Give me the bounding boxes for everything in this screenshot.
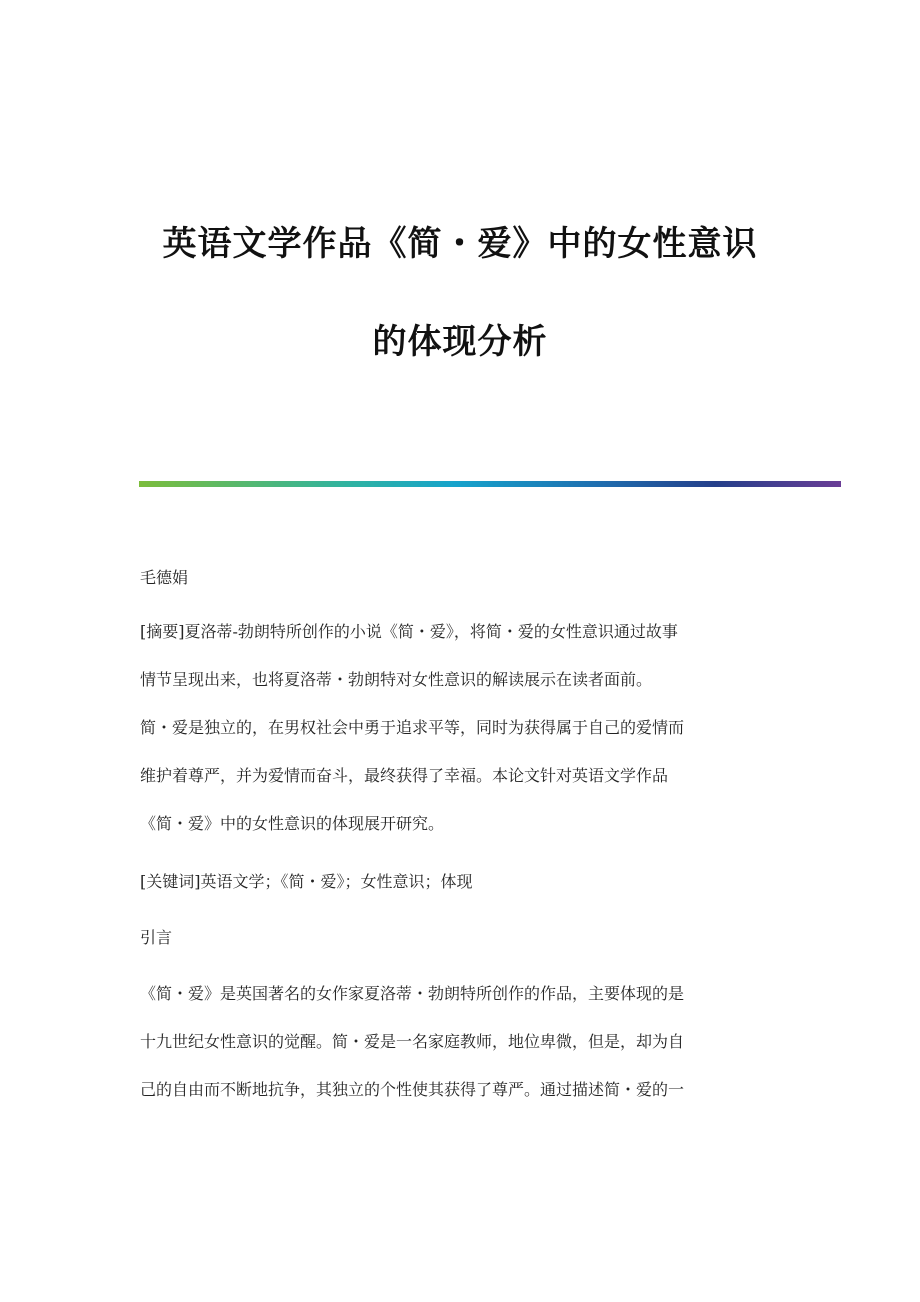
intro-line: 十九世纪女性意识的觉醒。简・爱是一名家庭教师，地位卑微，但是，却为自 [140, 1032, 685, 1051]
intro-line: 《简・爱》是英国著名的女作家夏洛蒂・勃朗特所创作的作品，主要体现的是 [140, 984, 685, 1003]
document-title-line-1: 英语文学作品《简・爱》中的女性意识 [162, 224, 758, 264]
abstract-line: 简・爱是独立的，在男权社会中勇于追求平等，同时为获得属于自己的爱情而 [140, 718, 685, 737]
abstract-line: [摘要]夏洛蒂-勃朗特所创作的小说《简・爱》，将简・爱的女性意识通过故事 [140, 622, 678, 641]
document-title-line-2: 的体现分析 [372, 322, 548, 362]
abstract-line: 维护着尊严，并为爱情而奋斗，最终获得了幸福。本论文针对英语文学作品 [140, 766, 669, 785]
abstract-line: 《简・爱》中的女性意识的体现展开研究。 [140, 814, 445, 833]
intro-heading: 引言 [140, 928, 173, 947]
author-name: 毛德娟 [140, 568, 189, 587]
abstract-line: 情节呈现出来，也将夏洛蒂・勃朗特对女性意识的解读展示在读者面前。 [140, 670, 653, 689]
intro-line: 己的自由而不断地抗争，其独立的个性使其获得了尊严。通过描述简・爱的一 [140, 1080, 685, 1099]
gradient-divider [139, 481, 841, 487]
abstract-paragraph [140, 608, 790, 848]
intro-paragraph [140, 970, 790, 1114]
keywords-line: [关键词]英语文学；《简・爱》；女性意识；体现 [140, 872, 473, 891]
